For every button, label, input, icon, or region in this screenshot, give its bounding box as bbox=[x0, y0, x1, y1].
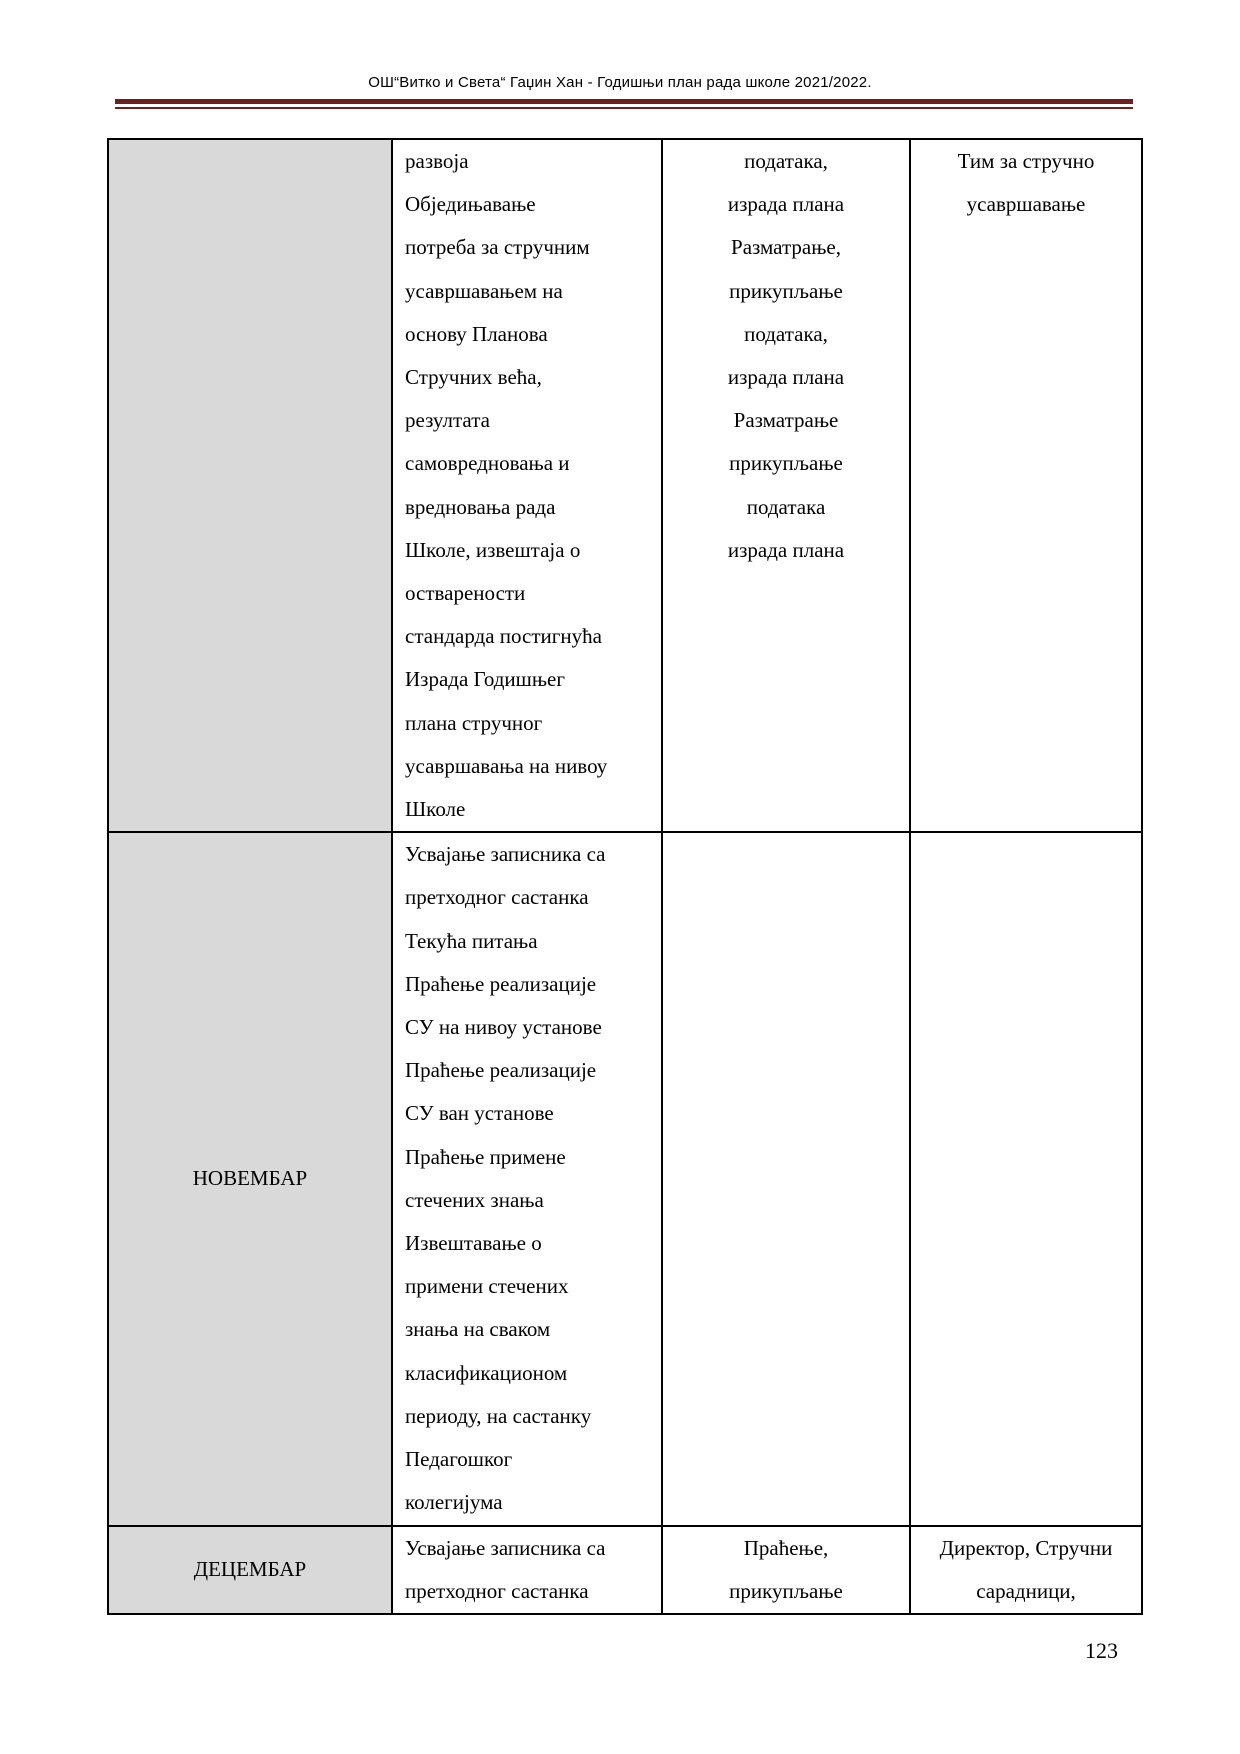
activity-cell bbox=[392, 832, 662, 1525]
cell-line: знања на сваком bbox=[405, 1317, 551, 1342]
table-row bbox=[108, 1526, 1142, 1614]
cell-line: података, bbox=[744, 321, 828, 346]
cell-line: самовредновања и bbox=[405, 451, 570, 476]
responsible-cell bbox=[910, 1526, 1142, 1614]
activity-cell bbox=[392, 139, 662, 832]
month-cell: НОВЕМБАР bbox=[108, 832, 392, 1525]
cell-line: израда плана bbox=[727, 537, 845, 562]
cell-line: класификационом bbox=[405, 1360, 568, 1385]
method-cell bbox=[662, 139, 910, 832]
cell-line: Стручних већа, bbox=[405, 365, 542, 390]
cell-line: плана стручног bbox=[405, 710, 543, 735]
cell-line: Усвајање записника са bbox=[405, 842, 606, 867]
cell-line: Директор, Стручни bbox=[939, 1535, 1113, 1560]
month-cell: ДЕЦЕМБАР bbox=[108, 1526, 392, 1614]
cell-line: колегијума bbox=[405, 1490, 503, 1515]
cell-line: усавршавањем на bbox=[405, 278, 563, 303]
cell-line: остварености bbox=[405, 581, 526, 606]
cell-line: Разматрање bbox=[733, 408, 839, 433]
cell-line: СУ ван установе bbox=[405, 1101, 554, 1126]
cell-line: Разматрање, bbox=[731, 235, 841, 260]
cell-line: претходног састанка bbox=[405, 1578, 589, 1603]
cell-line: прикупљање bbox=[729, 1578, 843, 1603]
cell-line: прикупљање bbox=[729, 278, 843, 303]
responsible-cell bbox=[910, 139, 1142, 832]
cell-line: периоду, на састанку bbox=[405, 1403, 592, 1428]
cell-line: Усвајање записника са bbox=[405, 1535, 606, 1560]
cell-line: вредновања рада bbox=[405, 494, 556, 519]
cell-line: Педагошког bbox=[405, 1447, 513, 1472]
cell-line: усавршавања на нивоу bbox=[405, 753, 608, 778]
header-rule-thick bbox=[115, 99, 1133, 104]
cell-line: података bbox=[746, 494, 826, 519]
cell-line: Праћење реализације bbox=[405, 1058, 597, 1083]
cell-line: Праћење, bbox=[743, 1535, 829, 1560]
cell-line: стечених знања bbox=[405, 1187, 544, 1212]
cell-line: потреба за стручним bbox=[405, 235, 590, 260]
plan-table-body bbox=[108, 139, 1142, 1614]
cell-line: резултата bbox=[405, 408, 490, 433]
cell-line: претходног састанка bbox=[405, 885, 589, 910]
cell-line: Текућа питања bbox=[405, 928, 538, 953]
cell-line: СУ на нивоу установе bbox=[405, 1015, 602, 1040]
cell-line: Школе, извештаја о bbox=[405, 537, 581, 562]
page-number: 123 bbox=[1085, 1638, 1118, 1663]
cell-line: израда плана bbox=[727, 365, 845, 390]
cell-line: примени стечених bbox=[405, 1274, 569, 1299]
cell-line: Израда Годишњег bbox=[405, 667, 565, 692]
cell-line: Извештавање о bbox=[405, 1231, 542, 1256]
cell-line: прикупљање bbox=[729, 451, 843, 476]
cell-line: израда плана bbox=[727, 192, 845, 217]
page-header: ОШ“Витко и Света“ Гаџин Хан - Годишњи план рада школе 2021/2022. bbox=[368, 74, 872, 91]
activity-cell bbox=[392, 1526, 662, 1614]
table-row bbox=[108, 832, 1142, 1525]
month-cell bbox=[108, 139, 392, 832]
cell-line: основу Планова bbox=[405, 321, 548, 346]
method-cell bbox=[662, 832, 910, 1525]
cell-line: Тим за стручно bbox=[957, 149, 1095, 173]
responsible-cell bbox=[910, 832, 1142, 1525]
table-row bbox=[108, 139, 1142, 832]
cell-line: Праћење реализације bbox=[405, 971, 597, 996]
cell-line: сарадници, bbox=[976, 1578, 1076, 1603]
cell-line: Обједињавање bbox=[405, 192, 536, 217]
cell-line: развоја bbox=[405, 149, 469, 173]
header-rule-thin bbox=[115, 107, 1133, 109]
plan-table bbox=[107, 138, 1143, 1615]
method-cell bbox=[662, 1526, 910, 1614]
cell-line: Праћење примене bbox=[405, 1144, 566, 1169]
cell-line: Школе bbox=[405, 797, 466, 822]
cell-line: података, bbox=[744, 149, 828, 173]
cell-line: усавршавање bbox=[966, 192, 1086, 217]
cell-line: стандарда постигнућа bbox=[405, 624, 602, 649]
